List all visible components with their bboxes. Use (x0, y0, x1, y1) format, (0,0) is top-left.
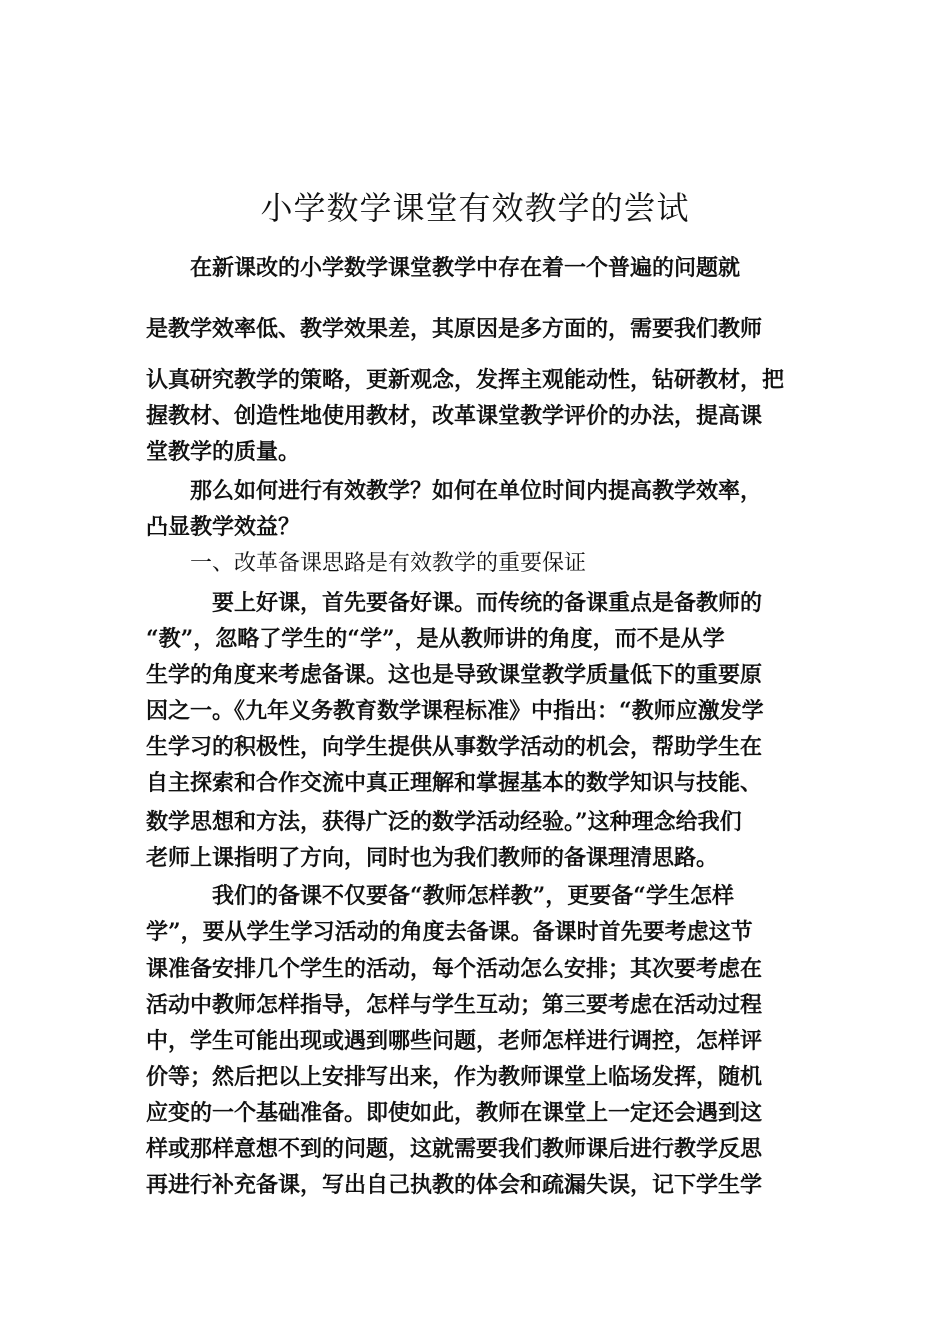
paragraph-line: 我们的备课不仅要备“教师怎样教”，更要备“学生怎样 (146, 883, 734, 909)
paragraph-line: 因之一。《九年义务教育数学课程标准》中指出：“教师应激发学 (146, 698, 764, 724)
paragraph-line: 应变的一个基础准备。即使如此，教师在课堂上一定还会遇到这 (146, 1100, 763, 1126)
paragraph-line: 老师上课指明了方向，同时也为我们教师的备课理清思路。 (146, 845, 719, 871)
paragraph-line: 课准备安排几个学生的活动，每个活动怎么安排；其次要考虑在 (146, 956, 763, 982)
paragraph-line: 是教学效率低、教学效果差，其原因是多方面的，需要我们教师 (146, 316, 763, 342)
paragraph-line: 握教材、创造性地使用教材，改革课堂教学评价的办法，提高课 (146, 403, 763, 429)
paragraph-line: 在新课改的小学数学课堂教学中存在着一个普遍的问题就 (146, 255, 741, 281)
paragraph-line: 学”，要从学生学习活动的角度去备课。备课时首先要考虑这节 (146, 919, 753, 945)
paragraph-line: 自主探索和合作交流中真正理解和掌握基本的数学知识与技能、 (146, 770, 763, 796)
paragraph-line: 凸显教学效益？ (146, 514, 301, 540)
paragraph-line: 再进行补充备课，写出自己执教的体会和疏漏失误，记下学生学 (146, 1172, 763, 1198)
paragraph-line: 要上好课，首先要备好课。而传统的备课重点是备教师的 (146, 590, 763, 616)
paragraph-line: 活动中教师怎样指导，怎样与学生互动；第三要考虑在活动过程 (146, 992, 763, 1018)
paragraph-line: 价等；然后把以上安排写出来，作为教师课堂上临场发挥，随机 (146, 1064, 763, 1090)
document-title: 小学数学课堂有效教学的尝试 (260, 189, 690, 227)
paragraph-line: 样或那样意想不到的问题，这就需要我们教师课后进行教学反思 (146, 1136, 763, 1162)
paragraph-line: 认真研究教学的策略，更新观念，发挥主观能动性，钻研教材，把 (146, 367, 785, 393)
paragraph-line: “教”，忽略了学生的“学”，是从教师讲的角度，而不是从学 (146, 626, 725, 652)
paragraph-line: 生学的角度来考虑备课。这也是导致课堂教学质量低下的重要原 (146, 662, 763, 688)
paragraph-line: 生学习的积极性，向学生提供从事数学活动的机会，帮助学生在 (146, 734, 763, 760)
paragraph-line: 数学思想和方法，获得广泛的数学活动经验。”这种理念给我们 (146, 809, 742, 835)
paragraph-line: 堂教学的质量。 (146, 439, 301, 465)
paragraph-line: 中，学生可能出现或遇到哪些问题，老师怎样进行调控，怎样评 (146, 1028, 763, 1054)
section-heading: 一、改革备课思路是有效教学的重要保证 (146, 551, 587, 576)
paragraph-line: 那么如何进行有效教学？如何在单位时间内提高教学效率， (146, 478, 763, 504)
